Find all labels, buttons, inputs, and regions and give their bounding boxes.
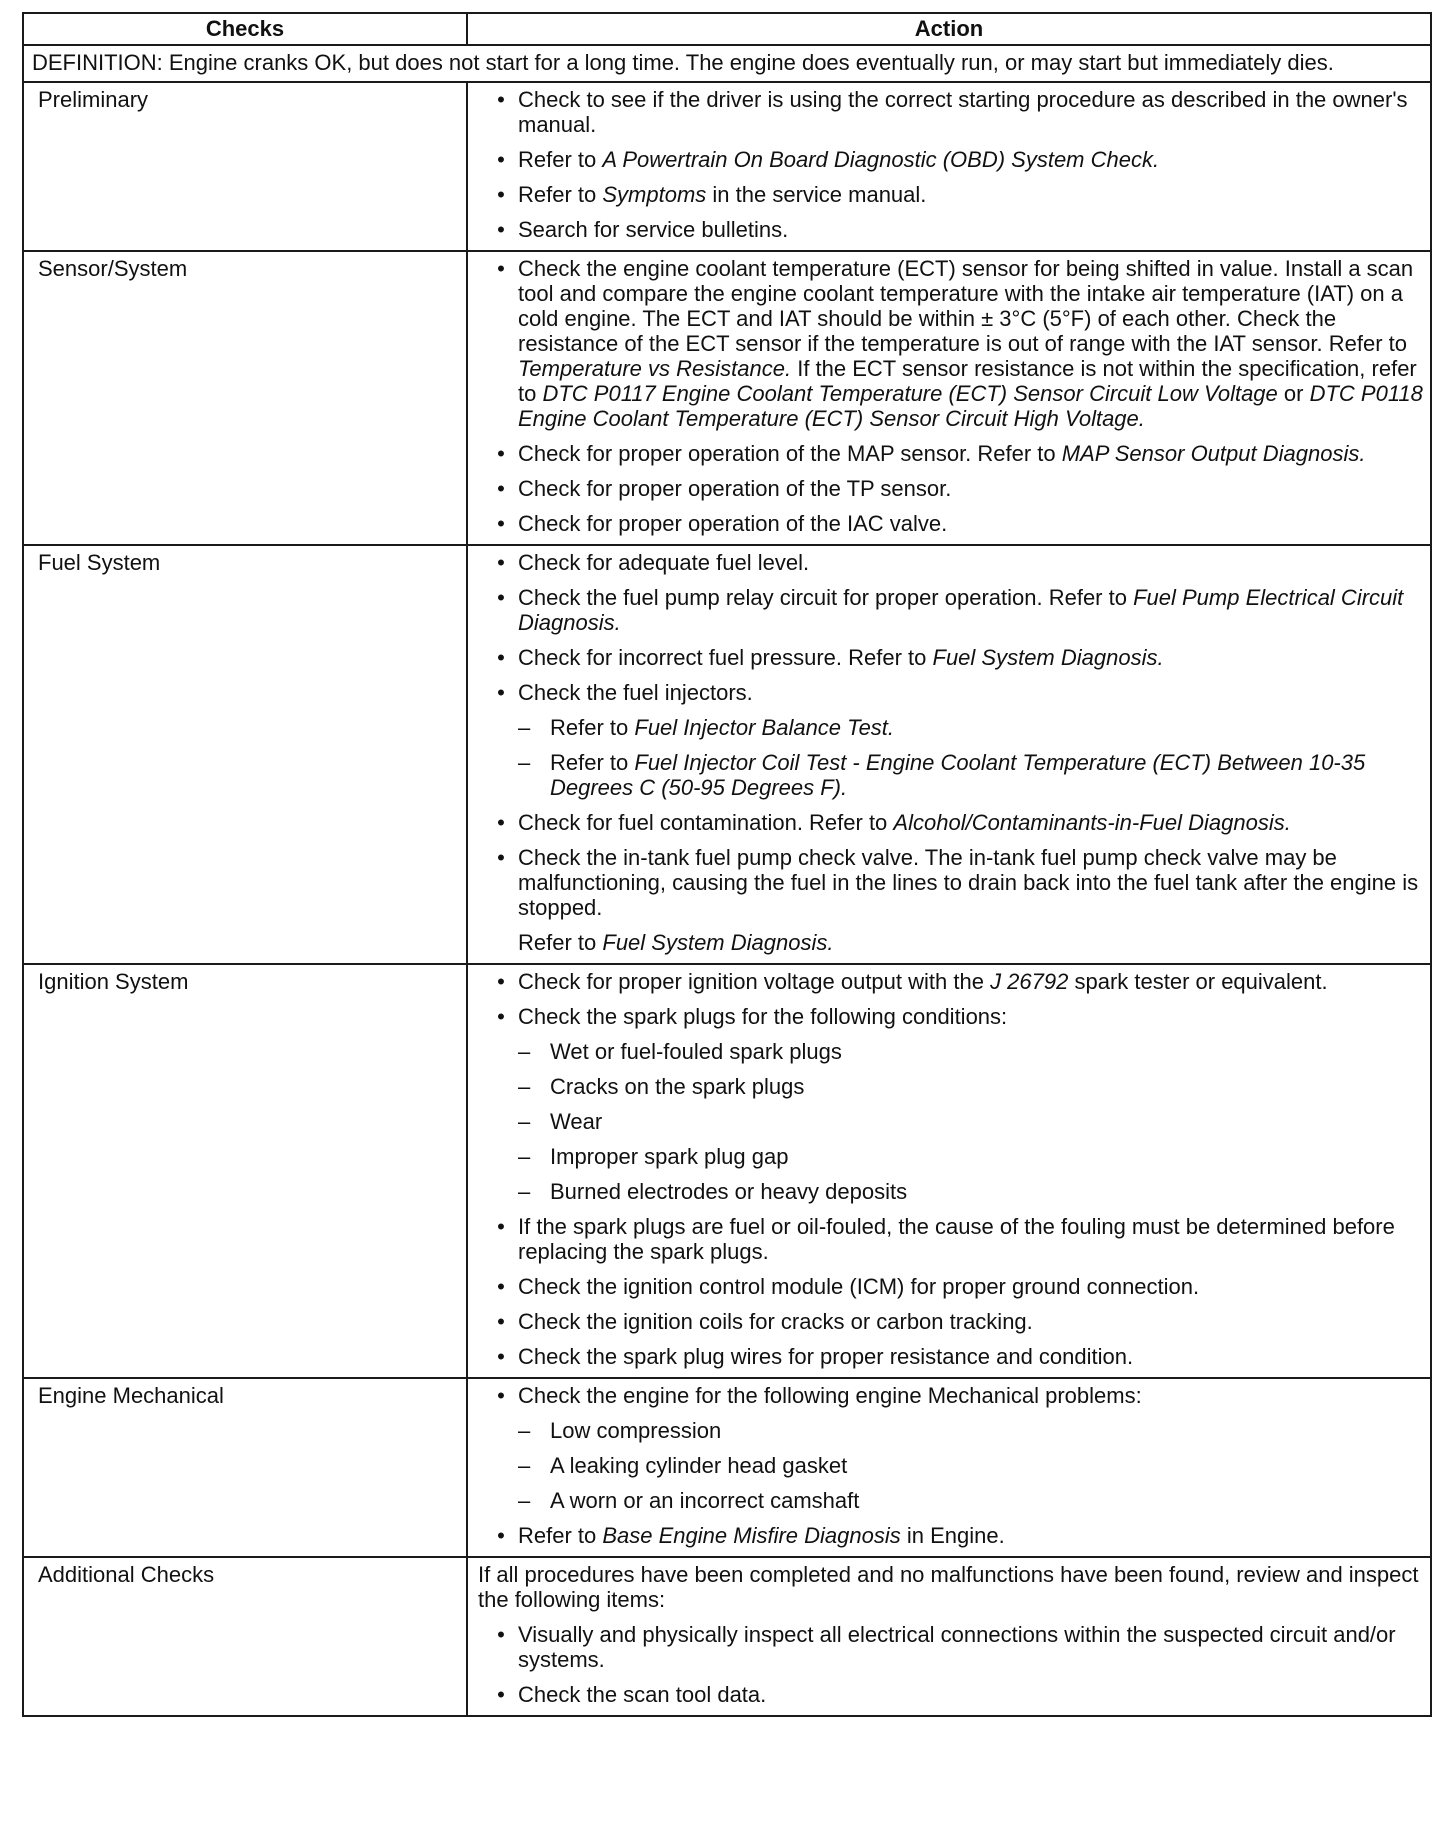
- reference-text: DTC P0118 Engine Coolant Temperature (ECT) Sensor Circuit High Voltage.: [518, 381, 1423, 431]
- text-segment: Refer to: [518, 1523, 603, 1548]
- bullet-icon: •: [497, 1682, 505, 1707]
- bullet-icon: •: [497, 256, 505, 281]
- bullet-icon: •: [497, 1622, 505, 1647]
- bullet-icon: •: [497, 441, 505, 466]
- sub-item: [518, 750, 1424, 800]
- reference-text: Fuel System Diagnosis.: [932, 645, 1164, 670]
- bullet-icon: •: [497, 476, 505, 501]
- action-list: [478, 87, 1424, 242]
- bullet-icon: •: [497, 810, 505, 835]
- check-category: Engine Mechanical: [23, 1378, 467, 1557]
- reference-text: Symptoms: [602, 182, 707, 207]
- action-cell: [467, 964, 1431, 1378]
- action-item: [478, 810, 1424, 835]
- text-segment: Check for incorrect fuel pressure. Refer to: [518, 645, 933, 670]
- sub-item: [518, 1453, 1424, 1478]
- reference-text: A Powertrain On Board Diagnostic (OBD) System Check.: [602, 147, 1160, 172]
- definition-row: [23, 45, 1431, 82]
- action-item: [478, 550, 1424, 575]
- sub-item-text: [550, 1488, 859, 1513]
- action-item: [478, 256, 1424, 431]
- text-segment: Check the ignition control module (ICM) for proper ground connection.: [518, 1274, 1200, 1299]
- action-text: [518, 1344, 1133, 1369]
- table-body: [23, 45, 1431, 1716]
- bullet-icon: •: [497, 1344, 505, 1369]
- text-segment: Refer to: [550, 715, 635, 740]
- reference-text: Fuel Injector Coil Test - Engine Coolant Temperature (ECT) Between 10-35 Degrees C (50-95 Degrees F).: [550, 750, 1366, 800]
- action-text: [518, 147, 1159, 172]
- action-followup: [518, 930, 1424, 955]
- text-segment: Improper spark plug gap: [550, 1144, 789, 1169]
- action-text: [518, 1274, 1199, 1299]
- bullet-icon: •: [497, 1383, 505, 1408]
- action-text: [518, 969, 1328, 994]
- sub-item: [518, 1179, 1424, 1204]
- sub-list: [518, 1039, 1424, 1204]
- text-segment: Check the engine for the following engine Mechanical problems:: [518, 1383, 1142, 1408]
- action-text: [518, 441, 1365, 466]
- action-intro: If all procedures have been completed and no malfunctions have been found, review and inspect the following items:: [478, 1562, 1419, 1612]
- sub-item: [518, 1144, 1424, 1169]
- dash-icon: –: [518, 1418, 531, 1443]
- bullet-icon: •: [497, 217, 505, 242]
- bullet-icon: •: [497, 845, 505, 870]
- check-category: Fuel System: [23, 545, 467, 964]
- action-item: [478, 1523, 1424, 1548]
- action-text: [518, 1004, 1007, 1029]
- table-row: [23, 964, 1431, 1378]
- text-segment: Check the spark plug wires for proper resistance and condition.: [518, 1344, 1134, 1369]
- text-segment: spark tester or equivalent.: [1068, 969, 1328, 994]
- text-segment: If the ECT sensor resistance is not within the specification, refer to: [518, 356, 1417, 406]
- action-item: [478, 147, 1424, 172]
- text-segment: Check to see if the driver is using the correct starting procedure as described in the owner's manual.: [518, 87, 1408, 137]
- sub-list: [518, 1418, 1424, 1513]
- action-text: [518, 1309, 1033, 1334]
- action-item: [478, 1682, 1424, 1707]
- text-segment: Burned electrodes or heavy deposits: [550, 1179, 908, 1204]
- sub-item: [518, 1074, 1424, 1099]
- reference-text: Fuel System Diagnosis.: [602, 930, 834, 955]
- dash-icon: –: [518, 750, 531, 775]
- text-segment: Check for proper ignition voltage output with the: [518, 969, 991, 994]
- reference-text: MAP Sensor Output Diagnosis.: [1061, 441, 1366, 466]
- text-segment: Refer to: [518, 930, 603, 955]
- action-text: [518, 511, 947, 536]
- action-list: [478, 1622, 1424, 1707]
- bullet-icon: •: [497, 1523, 505, 1548]
- sub-item-text: [550, 1109, 602, 1134]
- text-segment: Search for service bulletins.: [518, 217, 789, 242]
- text-segment: Check the fuel pump relay circuit for proper operation. Refer to: [518, 585, 1134, 610]
- reference-text: Alcohol/Contaminants-in-Fuel Diagnosis.: [893, 810, 1291, 835]
- sub-list: [518, 715, 1424, 800]
- action-item: [478, 1622, 1424, 1672]
- dash-icon: –: [518, 1488, 531, 1513]
- text-segment: Check the scan tool data.: [518, 1682, 767, 1707]
- bullet-icon: •: [497, 969, 505, 994]
- action-text: [518, 87, 1408, 137]
- text-segment: Refer to: [550, 750, 635, 775]
- text-segment: Check the engine coolant temperature (ECT) sensor for being shifted in value. Install a scan tool and compare the engine coolant temperature with the intake air temperature (IAT) on a cold engine. The ECT and IAT should be within ± 3°C (5°F) of each other. Check the resistance of the ECT sensor if the temperature is out of range with the IAT sensor. Refer to: [518, 256, 1414, 356]
- sub-item: [518, 715, 1424, 740]
- reference-text: DTC P0117 Engine Coolant Temperature (ECT) Sensor Circuit Low Voltage: [542, 381, 1278, 406]
- document-page: [22, 12, 1430, 1717]
- action-item: [478, 217, 1424, 242]
- text-segment: Check for adequate fuel level.: [518, 550, 810, 575]
- sub-item: [518, 1418, 1424, 1443]
- reference-text: J 26792: [990, 969, 1069, 994]
- bullet-icon: •: [497, 147, 505, 172]
- header-checks: Checks: [23, 13, 467, 45]
- dash-icon: –: [518, 1144, 531, 1169]
- text-segment: Check the fuel injectors.: [518, 680, 753, 705]
- action-text: [518, 845, 1418, 920]
- action-item: [478, 1214, 1424, 1264]
- action-item: [478, 511, 1424, 536]
- action-text: [518, 645, 1164, 670]
- dash-icon: –: [518, 1039, 531, 1064]
- symptom-table: [22, 12, 1432, 1717]
- action-item: [478, 1344, 1424, 1369]
- action-item: [478, 1309, 1424, 1334]
- action-item: [478, 969, 1424, 994]
- header-action: Action: [467, 13, 1431, 45]
- dash-icon: –: [518, 1074, 531, 1099]
- table-row: [23, 1557, 1431, 1716]
- sub-item-text: [550, 715, 894, 740]
- text-segment: A leaking cylinder head gasket: [550, 1453, 848, 1478]
- action-text: [518, 1622, 1396, 1672]
- bullet-icon: •: [497, 1214, 505, 1239]
- text-segment: or: [1277, 381, 1310, 406]
- sub-item-text: [550, 750, 1365, 800]
- text-segment: Check the ignition coils for cracks or carbon tracking.: [518, 1309, 1033, 1334]
- text-segment: Low compression: [550, 1418, 722, 1443]
- action-cell: [467, 82, 1431, 251]
- check-category: Additional Checks: [23, 1557, 467, 1716]
- table-row: [23, 251, 1431, 545]
- action-cell: [467, 1557, 1431, 1716]
- action-list: [478, 550, 1424, 955]
- bullet-icon: •: [497, 1309, 505, 1334]
- sub-item-text: [550, 1453, 847, 1478]
- check-category: Preliminary: [23, 82, 467, 251]
- action-item: [478, 845, 1424, 955]
- sub-item-text: [550, 1418, 721, 1443]
- action-text: [518, 1383, 1142, 1408]
- action-text: [518, 585, 1403, 635]
- action-item: [478, 87, 1424, 137]
- action-list: [478, 1383, 1424, 1548]
- text-segment: A worn or an incorrect camshaft: [550, 1488, 860, 1513]
- bullet-icon: •: [497, 550, 505, 575]
- check-category: Sensor/System: [23, 251, 467, 545]
- action-text: [518, 810, 1291, 835]
- action-text: [518, 256, 1423, 431]
- bullet-icon: •: [497, 87, 505, 112]
- action-list: [478, 969, 1424, 1369]
- text-segment: Check for proper operation of the MAP sensor. Refer to: [518, 441, 1062, 466]
- bullet-icon: •: [497, 511, 505, 536]
- action-text: [518, 1523, 1005, 1548]
- text-segment: Wet or fuel-fouled spark plugs: [550, 1039, 842, 1064]
- action-item: [478, 1004, 1424, 1204]
- text-segment: Check for fuel contamination. Refer to: [518, 810, 894, 835]
- definition-text: DEFINITION: Engine cranks OK, but does not start for a long time. The engine does eventually run, or may start but immediately dies.: [23, 45, 1431, 82]
- bullet-icon: •: [497, 585, 505, 610]
- action-text: [518, 217, 788, 242]
- action-text: [518, 1682, 766, 1707]
- text-segment: Cracks on the spark plugs: [550, 1074, 805, 1099]
- reference-text: Temperature vs Resistance.: [518, 356, 792, 381]
- bullet-icon: •: [497, 680, 505, 705]
- action-item: [478, 476, 1424, 501]
- action-cell: [467, 1378, 1431, 1557]
- action-item: [478, 645, 1424, 670]
- table-row: [23, 545, 1431, 964]
- action-item: [478, 680, 1424, 800]
- text-segment: Check for proper operation of the IAC valve.: [518, 511, 948, 536]
- table-row: [23, 82, 1431, 251]
- text-segment: Check for proper operation of the TP sensor.: [518, 476, 952, 501]
- action-cell: [467, 251, 1431, 545]
- sub-item: [518, 1109, 1424, 1134]
- text-segment: in Engine.: [900, 1523, 1005, 1548]
- action-item: [478, 1274, 1424, 1299]
- action-text: [518, 476, 951, 501]
- text-segment: If the spark plugs are fuel or oil-fouled, the cause of the fouling must be determined before replacing the spark plugs.: [518, 1214, 1395, 1264]
- bullet-icon: •: [497, 1274, 505, 1299]
- bullet-icon: •: [497, 182, 505, 207]
- sub-item-text: [550, 1179, 907, 1204]
- action-item: [478, 441, 1424, 466]
- text-segment: Check the in-tank fuel pump check valve. The in-tank fuel pump check valve may be malfunctioning, causing the fuel in the lines to drain back into the fuel tank after the engine is stopped.: [518, 845, 1419, 920]
- text-segment: Check the spark plugs for the following conditions:: [518, 1004, 1008, 1029]
- text-segment: Wear: [550, 1109, 603, 1134]
- text-segment: Visually and physically inspect all electrical connections within the suspected circuit and/or systems.: [518, 1622, 1396, 1672]
- dash-icon: –: [518, 1453, 531, 1478]
- table-row: [23, 1378, 1431, 1557]
- reference-text: Base Engine Misfire Diagnosis: [602, 1523, 901, 1548]
- action-text: [518, 550, 809, 575]
- dash-icon: –: [518, 715, 531, 740]
- action-item: [478, 182, 1424, 207]
- reference-text: Fuel Injector Balance Test.: [634, 715, 895, 740]
- action-cell: [467, 545, 1431, 964]
- check-category: Ignition System: [23, 964, 467, 1378]
- table-header-row: [23, 13, 1431, 45]
- reference-text: Fuel Pump Electrical Circuit Diagnosis.: [518, 585, 1404, 635]
- bullet-icon: •: [497, 645, 505, 670]
- text-segment: Refer to: [518, 147, 603, 172]
- dash-icon: –: [518, 1109, 531, 1134]
- text-segment: Refer to: [518, 182, 603, 207]
- bullet-icon: •: [497, 1004, 505, 1029]
- action-list: [478, 256, 1424, 536]
- action-text: [518, 1214, 1395, 1264]
- sub-item: [518, 1488, 1424, 1513]
- action-item: [478, 1383, 1424, 1513]
- dash-icon: –: [518, 1179, 531, 1204]
- sub-item-text: [550, 1074, 804, 1099]
- action-item: [478, 585, 1424, 635]
- action-text: [518, 680, 753, 705]
- sub-item: [518, 1039, 1424, 1064]
- sub-item-text: [550, 1144, 788, 1169]
- text-segment: in the service manual.: [706, 182, 927, 207]
- action-text: [518, 182, 926, 207]
- sub-item-text: [550, 1039, 842, 1064]
